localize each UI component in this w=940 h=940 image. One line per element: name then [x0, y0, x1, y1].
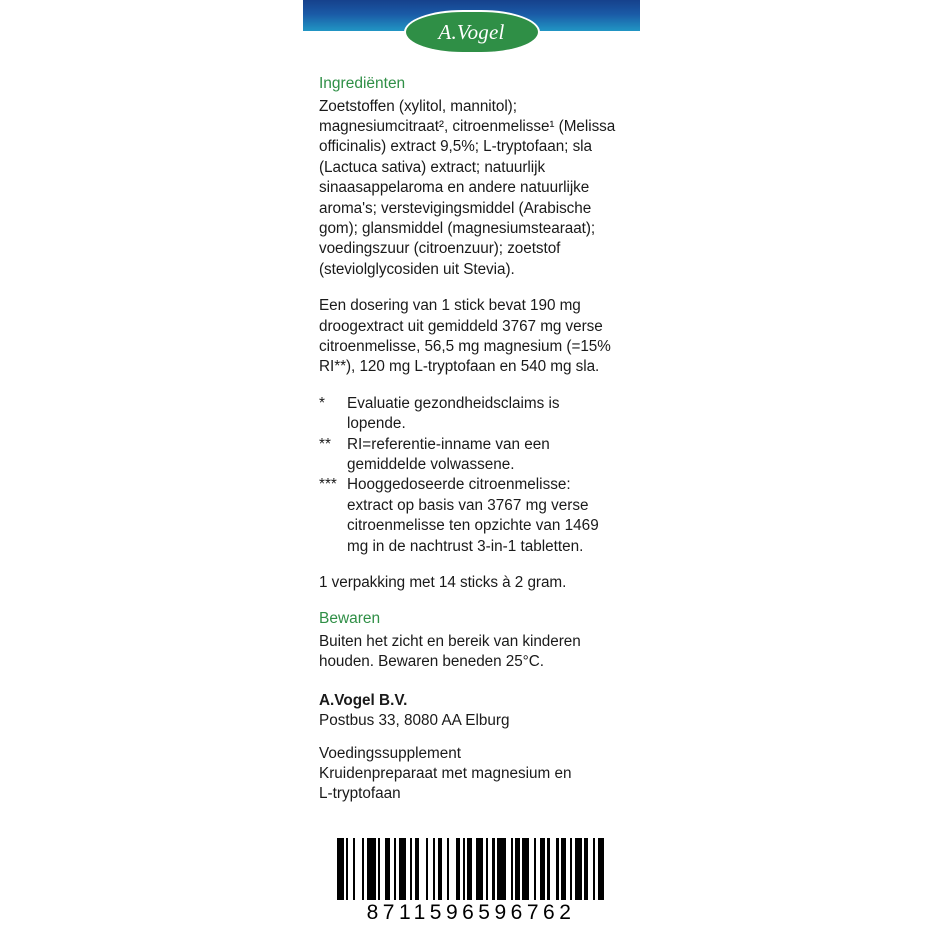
barcode-bar [598, 838, 605, 900]
barcode-bar [550, 838, 557, 900]
barcode-bar [522, 838, 529, 900]
footnote-item [319, 394, 619, 435]
footnote-text: Evaluatie gezondheidsclaims is lopende. [347, 394, 560, 433]
product-type-line-3: L-tryptofaan [319, 785, 401, 803]
barcode-bar [449, 838, 456, 900]
company-block [319, 691, 619, 732]
company-address: Postbus 33, 8080 AA Elburg [319, 712, 510, 730]
barcode-bar [476, 838, 483, 900]
barcode-bars [337, 838, 605, 900]
product-type-line-2: Kruidenpreparaat met magnesium en [319, 764, 572, 782]
barcode-digits: 8711596596762 [366, 901, 576, 924]
storage-heading: Bewaren [319, 610, 381, 628]
barcode-bar [575, 838, 582, 900]
label-content [319, 74, 619, 805]
footnote-item [319, 435, 619, 476]
footnote-text: Hooggedoseerde citroenmelisse: extract op basis van 3767 mg verse citroenmelisse ten opzichte van 1469 mg in de nachtrust 3-in-1 tabletten. [347, 476, 599, 555]
barcode-bar [337, 838, 344, 900]
footnote-mark: * [319, 394, 325, 412]
dosage-text: Een dosering van 1 stick bevat 190 mg droogextract uit gemiddeld 3767 mg verse citroenmelisse, 56,5 mg magnesium (=15% RI**), 120 mg L-tryptofaan en 540 mg sla. [319, 297, 611, 376]
brand-logo [406, 12, 538, 52]
ingredients-text: Zoetstoffen (xylitol, mannitol); magnesiumcitraat², citroenmelisse¹ (Melissa officinalis) extract 9,5%; L-tryptofaan; sla (Lactuca sativa) extract; natuurlijk sinaasappelaroma en andere natuurlijke aroma's; verstevigingsmiddel (Arabische gom); glansmiddel (magnesiumstearaat); voedingszuur (citroenzuur); zoetstof (steviolglycosiden uit Stevia). [319, 97, 616, 278]
ingredients-heading: Ingrediënten [319, 75, 406, 92]
footnote-text: RI=referentie-inname van een gemiddelde volwassene. [347, 435, 550, 473]
barcode-bar [355, 838, 362, 900]
pack-size-text: 1 verpakking met 14 sticks à 2 gram. [319, 574, 567, 592]
footnote-mark: *** [319, 476, 337, 494]
barcode-bar [367, 838, 376, 900]
product-type-line-1: Voedingssupplement [319, 744, 462, 762]
barcode-bar [497, 838, 506, 900]
company-name: A.Vogel B.V. [319, 691, 408, 709]
logo-text: A.Vogel [438, 20, 505, 44]
product-type-block [319, 744, 619, 805]
storage-text: Buiten het zicht en bereik van kinderen houden. Bewaren beneden 25°C. [319, 632, 581, 671]
footnotes-list [319, 394, 619, 557]
footnote-mark: ** [319, 435, 331, 453]
barcode-bar [419, 838, 426, 900]
package-panel [303, 0, 640, 940]
footnote-item [319, 475, 619, 557]
barcode [331, 838, 611, 925]
barcode-bar [399, 838, 406, 900]
header-band [303, 0, 640, 58]
